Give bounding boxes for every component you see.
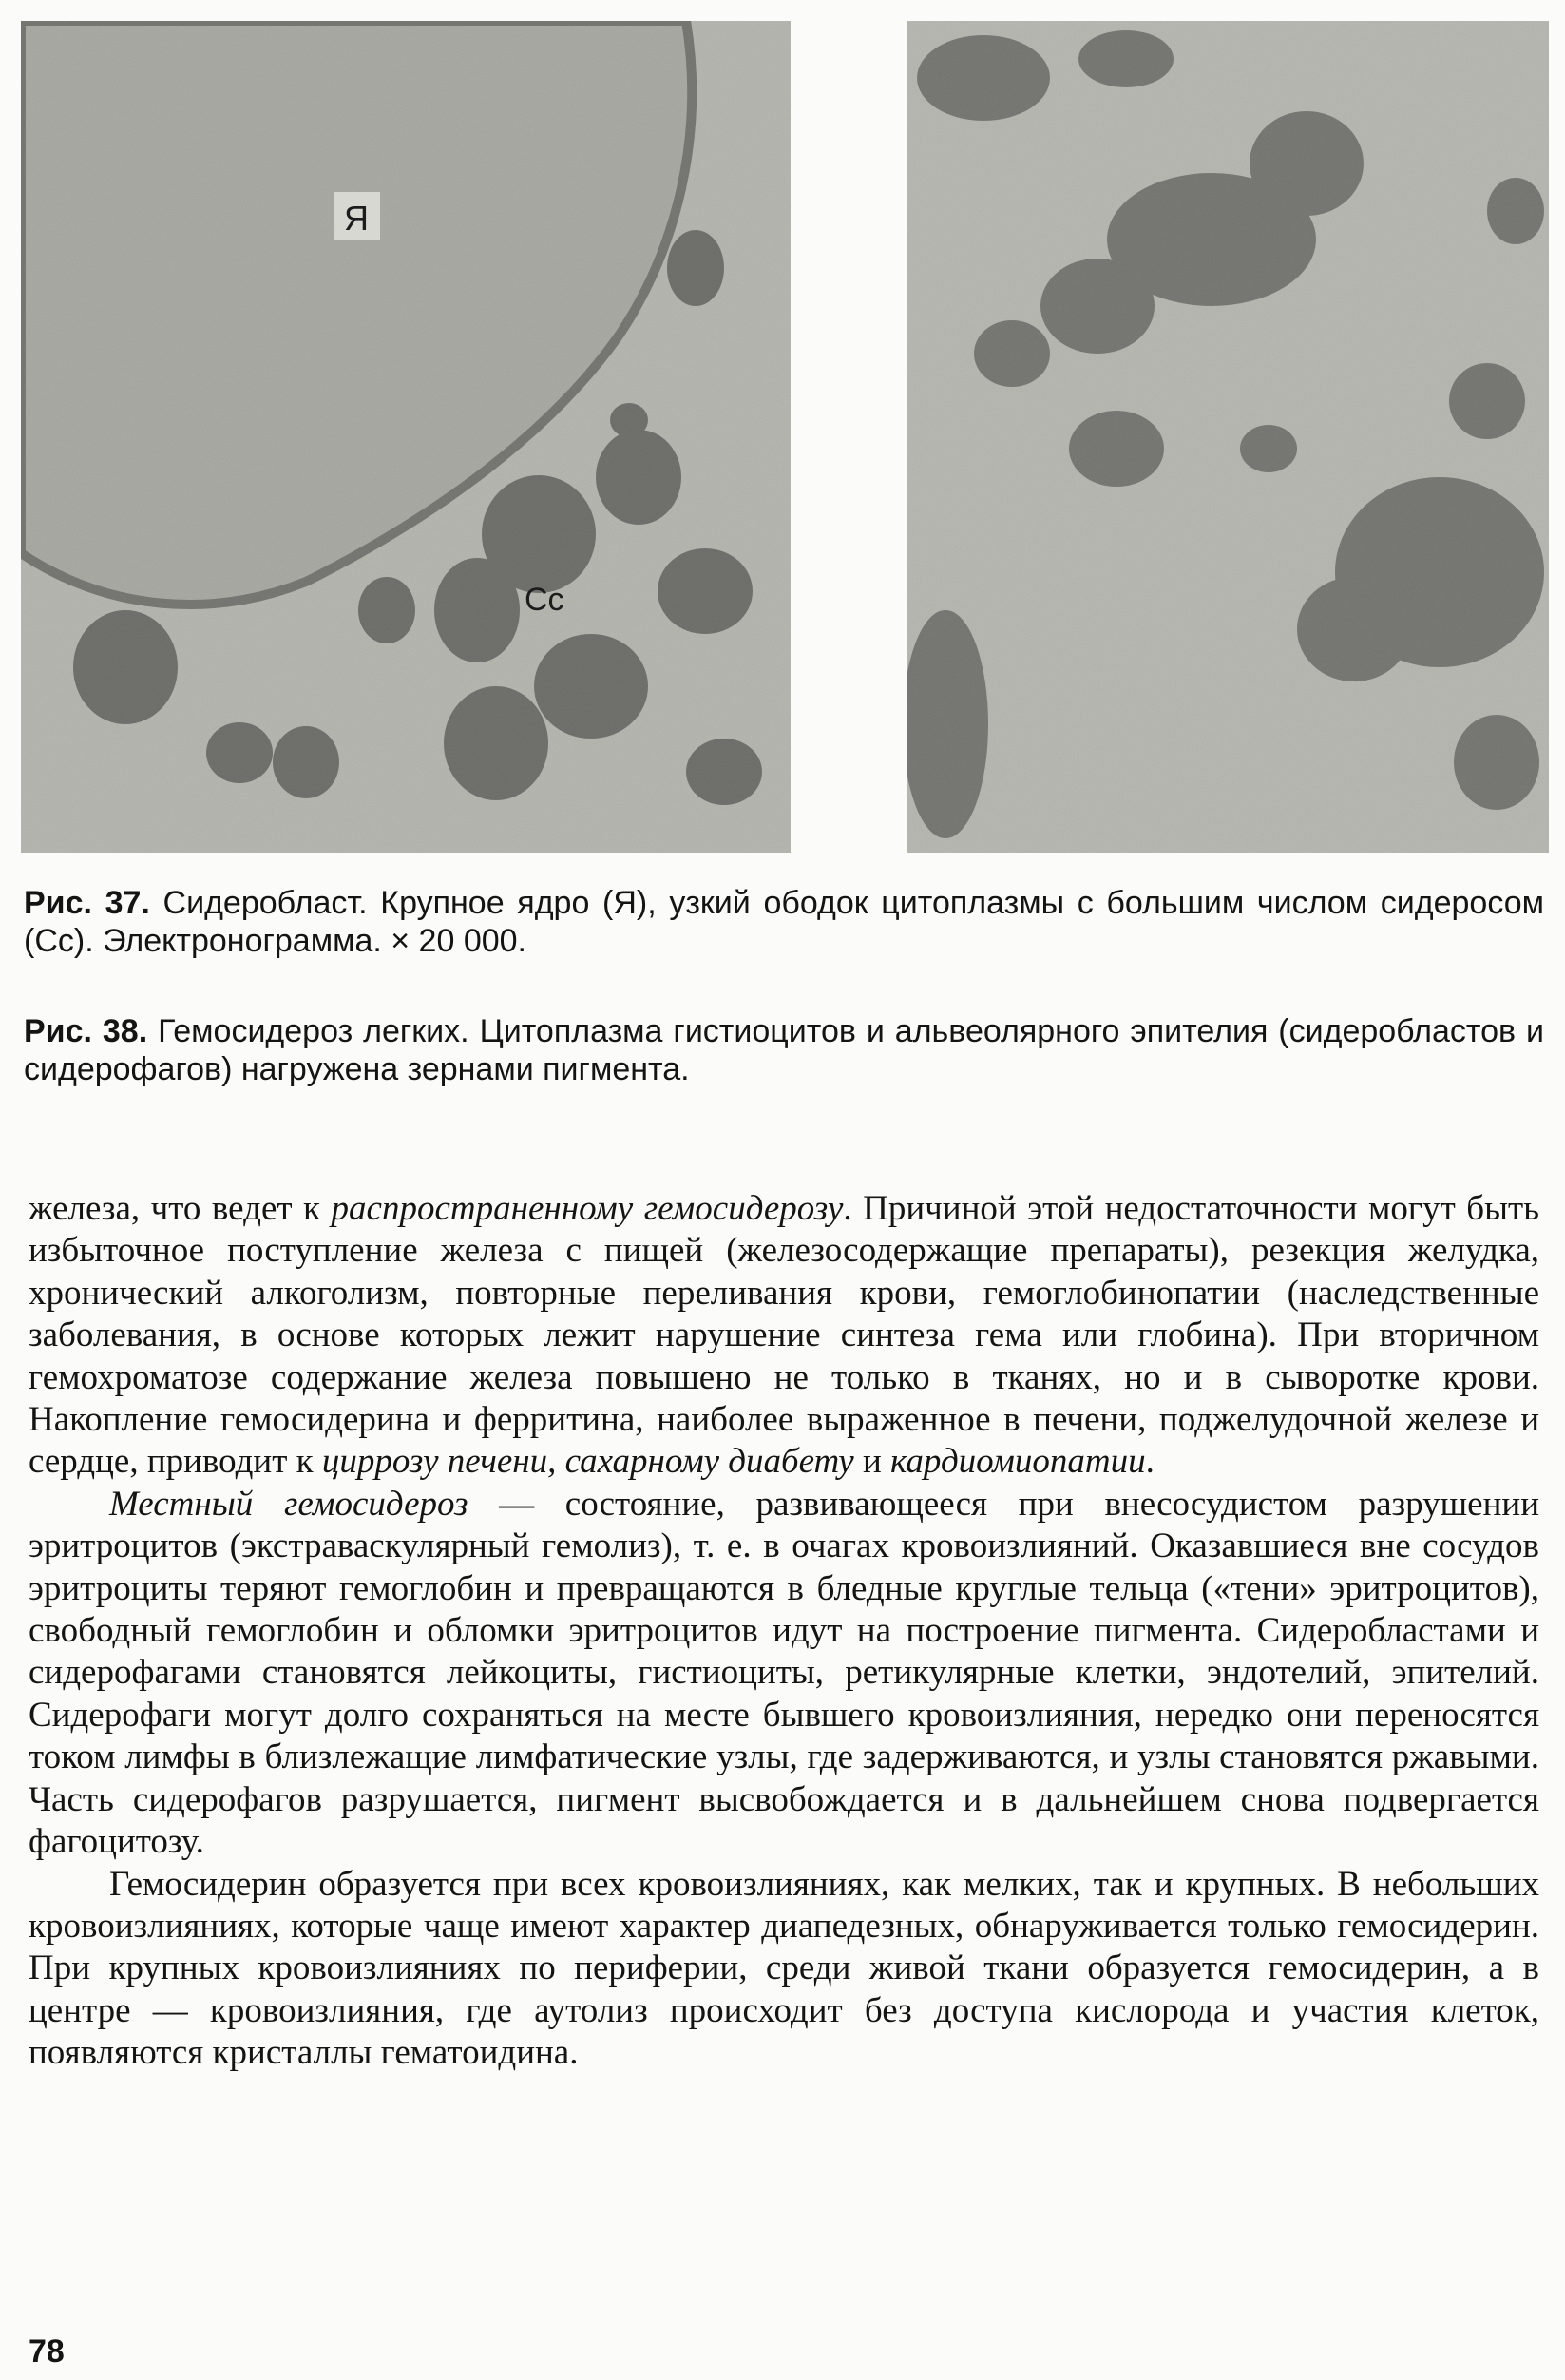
paragraph-1-emphasis-1: распространенному гемосидерозу xyxy=(331,1189,844,1228)
paragraph-1-emphasis-3: кардиомиопатии xyxy=(890,1442,1146,1482)
figure-38-number: Рис. 38. xyxy=(24,1013,148,1049)
figure-37-image xyxy=(21,21,791,853)
figure-37-caption-text: Сидеробласт. Крупное ядро (Я), узкий ободок цитоплазмы с большим числом сидеросом (Сс). Электронограмма. × 20 000. xyxy=(24,885,1544,959)
paragraph-2 xyxy=(29,1484,1539,1864)
siderosome-label: Сс xyxy=(525,582,564,618)
paragraph-1 xyxy=(29,1188,1539,1484)
figure-37-sideroblast-micrograph xyxy=(21,21,791,853)
paragraph-1-text-2: . Причиной этой недостаточности могут быть избыточное поступление железа с пищей (железосодержащие препараты), резекция желудка, хронический алкоголизм, повторные переливания крови, гемоглобинопатии (наследственные заболевания, в основе которых лежит нарушение синтеза гема или глобина). При вторичном гемохроматозе содержание железа повышено не только в тканях, но и в сыворотке крови. Накопление гемосидерина и ферритина, наиболее выраженное в печени, поджелудочной железе и сердце, приводит к xyxy=(29,1189,1540,1482)
figure-38-image xyxy=(907,21,1549,853)
paragraph-1-text-3: и xyxy=(853,1442,891,1482)
paragraph-3-text-1: Гемосидерин образуется при всех кровоизлияниях, как мелких, так и крупных. В небольших кровоизлияниях, которые чаще имеют характер диапедезных, обнаруживается только гемосидерин. При крупных кровоизлияниях по периферии, среди живой ткани образуется гемосидерин, а в центре — кровоизлияния, где аутолиз происходит без доступа кислорода и участия клеток, появляются кристаллы гематоидина. xyxy=(29,1864,1539,2073)
figure-37-caption xyxy=(24,884,1544,960)
paragraph-2-emphasis-1: Местный гемосидероз xyxy=(109,1484,468,1524)
nucleus-label: Я xyxy=(344,199,369,238)
page-number: 78 xyxy=(29,2333,65,2370)
paragraph-3 xyxy=(29,1864,1539,2075)
paragraph-2-text-1: — состояние, развивающееся при внесосудистом разрушении эритроцитов (экстраваскулярный гемолиз), т. е. в очагах кровоизлияний. Оказавшиеся вне сосудов эритроциты теряют гемоглобин и превращаются в бледные круглые тельца («тени» эритроцитов), свободный гемоглобин и обломки эритроцитов идут на построение пигмента. Сидеробластами и сидерофагами становятся лейкоциты, гистиоциты, ретикулярные клетки, эндотелий, эпителий. Сидерофаги могут долго сохраняться на месте бывшего кровоизлияния, нередко они переносятся током лимфы в близлежащие лимфатические узлы, где задерживаются, и узлы становятся ржавыми. Часть сидерофагов разрушается, пигмент высвобождается и в дальнейшем снова подвергается фагоцитозу. xyxy=(29,1484,1539,1862)
paragraph-1-emphasis-2: циррозу печени, сахарному диабету xyxy=(321,1442,854,1482)
figure-38-caption-text: Гемосидероз легких. Цитоплазма гистиоцитов и альвеолярного эпителия (сидеробластов и сидерофагов) нагружена зернами пигмента. xyxy=(24,1013,1544,1087)
paragraph-1-text-4: . xyxy=(1145,1442,1155,1482)
figure-38-hemosiderosis-micrograph xyxy=(907,21,1549,853)
figure-37-number: Рис. 37. xyxy=(24,885,150,921)
figure-38-caption xyxy=(24,1012,1544,1088)
paragraph-1-text-1: железа, что ведет к xyxy=(29,1189,332,1228)
body-text xyxy=(29,1188,1539,2075)
